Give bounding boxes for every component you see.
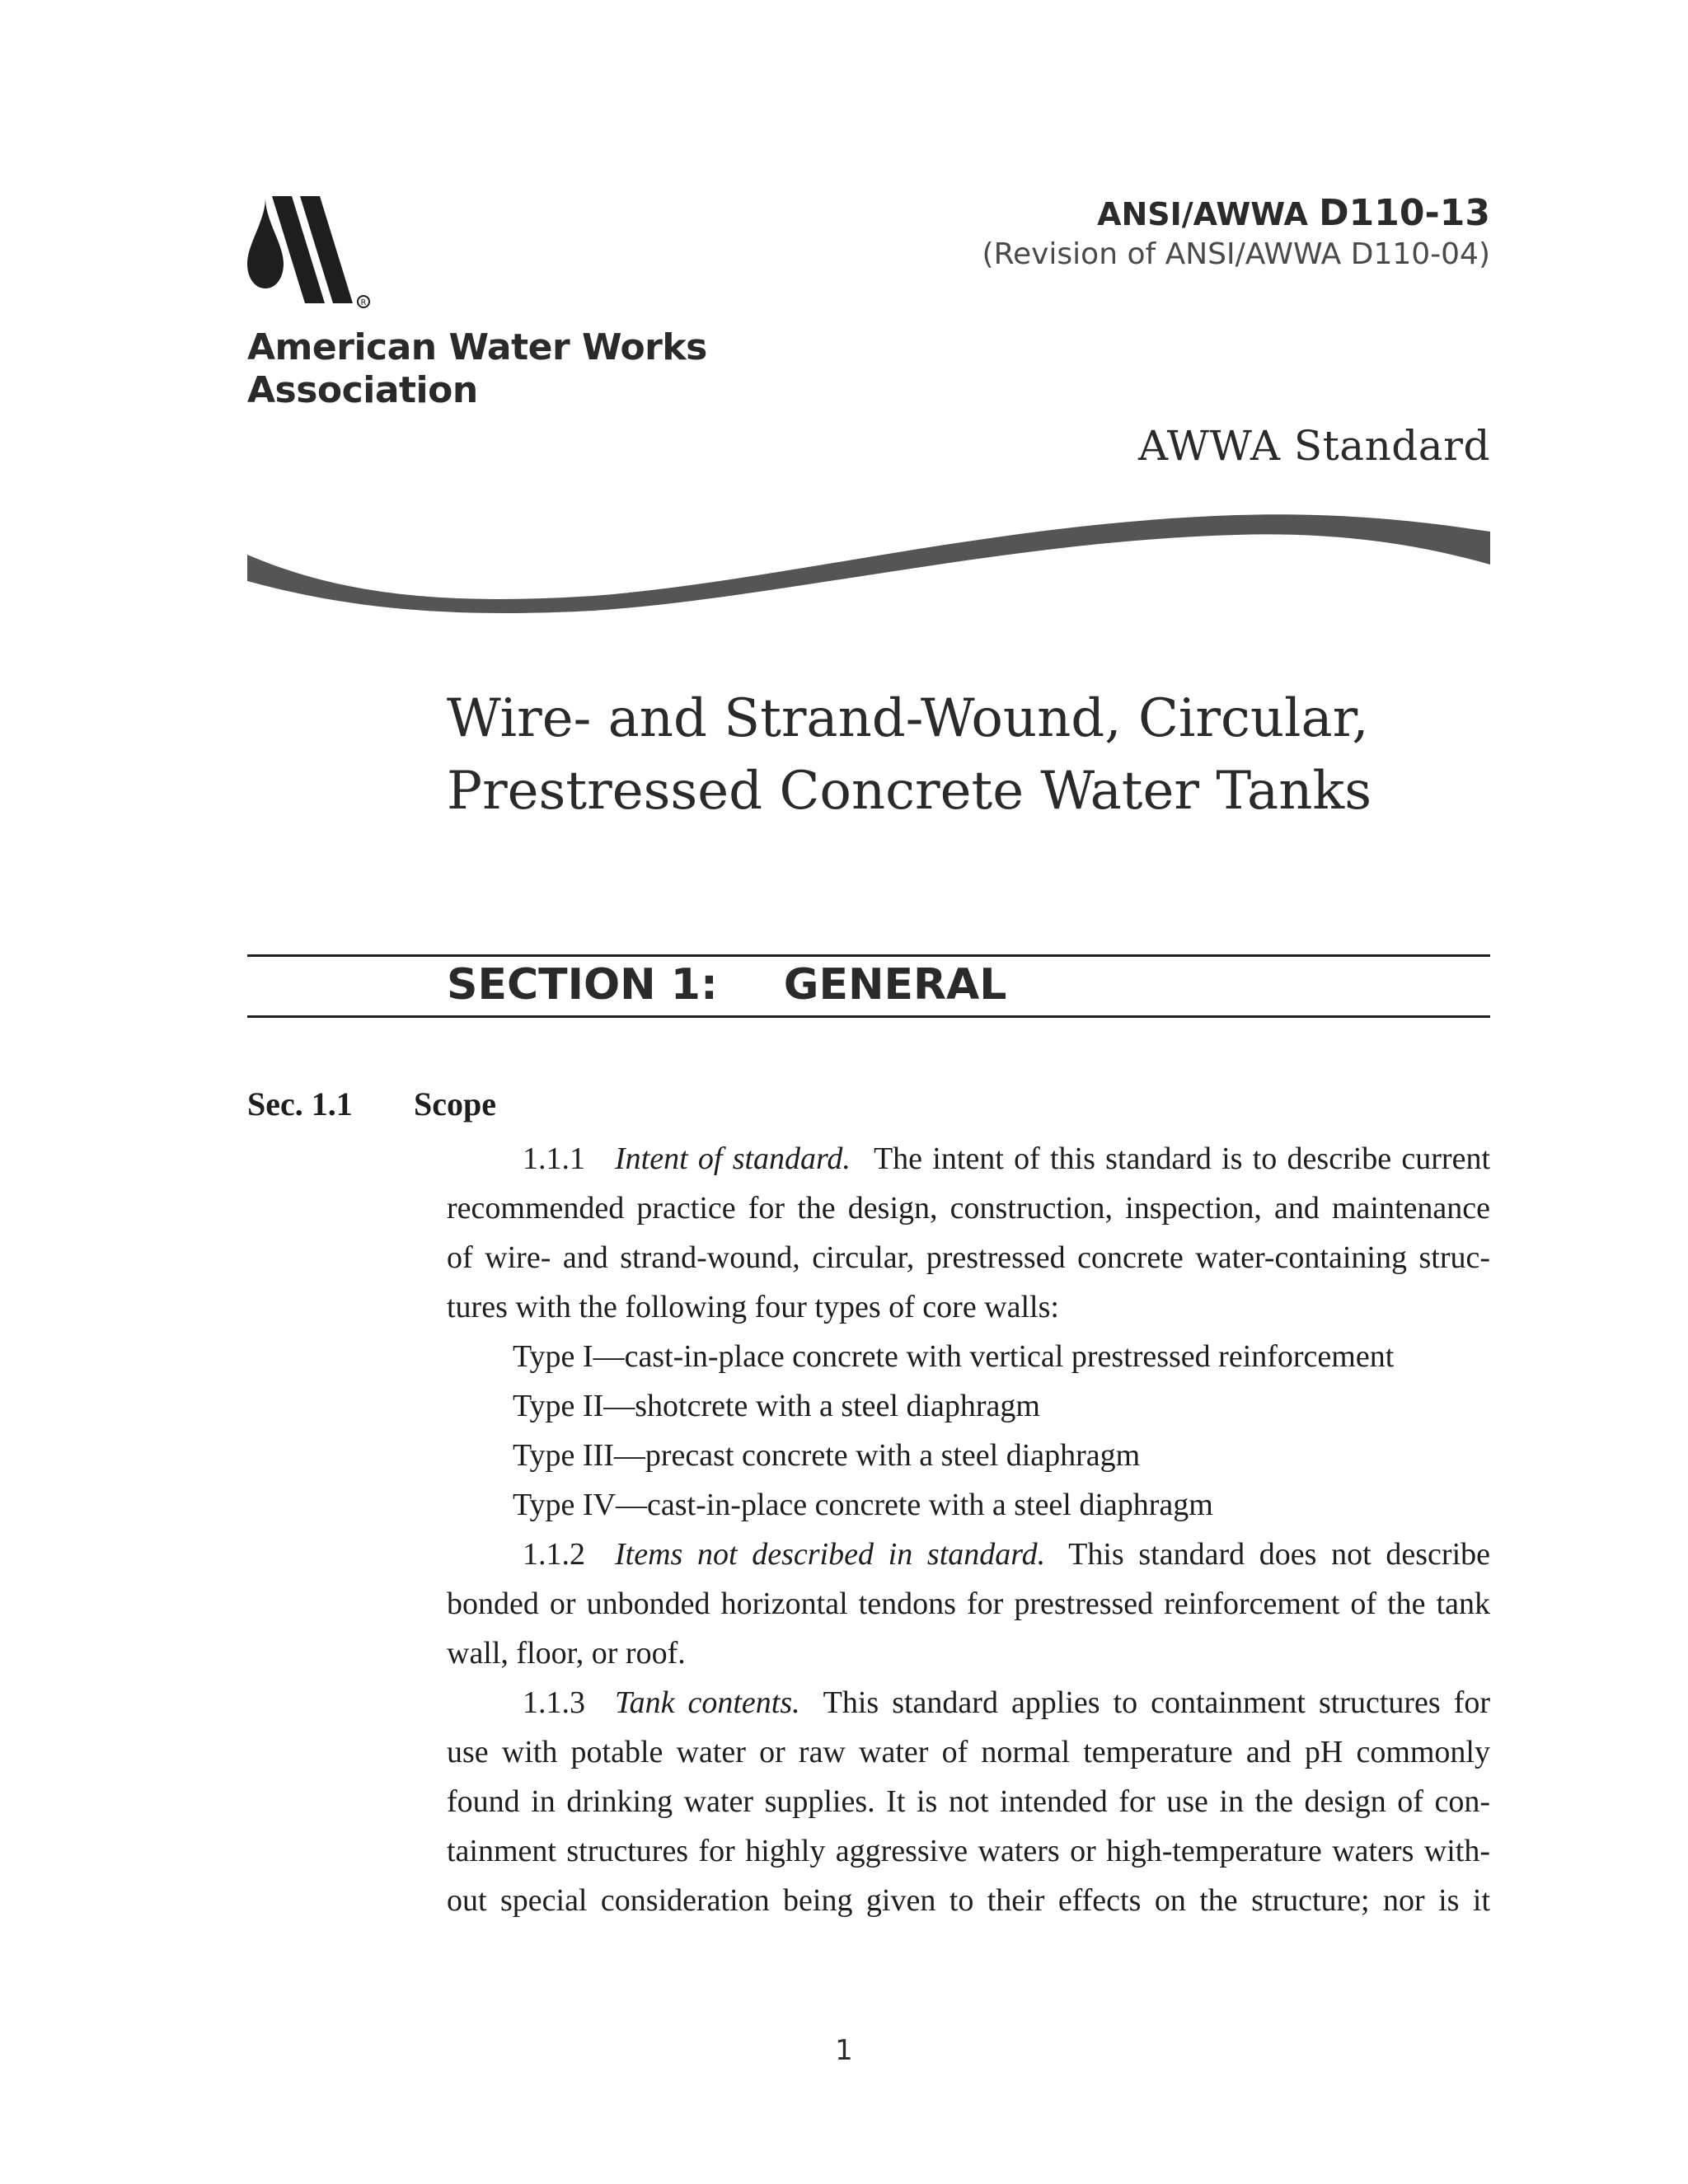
text-line: out special consideration being given to their effects on the structure; nor is it — [447, 1883, 1490, 1918]
decorative-swoosh — [247, 499, 1490, 614]
document-title-line2: Prestressed Concrete Water Tanks — [447, 761, 1372, 822]
svg-text:R: R — [360, 298, 367, 307]
subsection-title: Scope — [414, 1085, 496, 1122]
list-item-type-4: Type IV—cast-in-place concrete with a steel diaphragm — [513, 1488, 1213, 1522]
standard-label: AWWA Standard — [1138, 422, 1490, 470]
list-item-type-3: Type III—precast concrete with a steel diaphragm — [513, 1438, 1141, 1473]
awwa-logo — [247, 196, 387, 312]
paragraph-heading: Items not described in standard. — [615, 1537, 1046, 1572]
designation-code: D110-13 — [1319, 192, 1490, 234]
paragraph-1-1-2-first-line: 1.1.2 Items not described in standard. This standard does not describe — [523, 1537, 1490, 1572]
text-line: tainment structures for highly aggressive waters or high-temperature waters with- — [447, 1834, 1490, 1868]
text-line: tures with the following four types of core walls: — [447, 1290, 1059, 1324]
text-line: found in drinking water supplies. It is not intended for use in the design of con- — [447, 1784, 1490, 1819]
section-rule-bottom — [247, 1015, 1490, 1018]
list-item-type-1: Type I—cast-in-place concrete with vertical prestressed reinforcement — [513, 1339, 1395, 1374]
paragraph-1-1-3-first-line: 1.1.3 Tank contents. This standard applies to containment structures for — [523, 1685, 1490, 1720]
section-title: GENERAL — [783, 960, 1007, 1010]
organization-name-line2: Association — [247, 369, 478, 411]
text-line: bonded or unbonded horizontal tendons for prestressed reinforcement of the tank — [447, 1586, 1490, 1621]
section-number: SECTION 1: — [447, 960, 718, 1010]
revision-note: (Revision of ANSI/AWWA D110-04) — [982, 237, 1490, 271]
designation-prefix: ANSI/AWWA — [1097, 196, 1320, 232]
section-rule-top — [247, 954, 1490, 957]
text-line: wall, floor, or roof. — [447, 1636, 686, 1671]
paragraph-heading: Tank contents. — [615, 1685, 800, 1720]
document-title — [447, 682, 1518, 827]
paragraph-number: 1.1.1 — [523, 1141, 585, 1176]
paragraph-number: 1.1.3 — [523, 1685, 585, 1720]
page-number: 1 — [835, 2034, 853, 2067]
document-title-line1: Wire- and Strand-Wound, Circular, — [447, 688, 1369, 749]
paragraph-heading: Intent of standard. — [615, 1141, 851, 1176]
subsection-number: Sec. 1.1 — [247, 1085, 353, 1122]
standard-designation — [982, 193, 1490, 274]
paragraph-1-1-1-first-line: 1.1.1 Intent of standard. The intent of this standard is to describe current — [523, 1141, 1490, 1176]
text-line: use with potable water or raw water of normal temperature and pH commonly — [447, 1735, 1490, 1769]
paragraph-number: 1.1.2 — [523, 1537, 585, 1572]
text-line: of wire- and strand-wound, circular, prestressed concrete water-containing struc- — [447, 1240, 1490, 1275]
organization-name-line1: American Water Works — [247, 326, 707, 368]
organization-name — [247, 326, 709, 412]
list-item-type-2: Type II—shotcrete with a steel diaphragm — [513, 1389, 1040, 1423]
text-line: recommended practice for the design, construction, inspection, and maintenance — [447, 1191, 1490, 1226]
section-heading — [447, 958, 1006, 1012]
